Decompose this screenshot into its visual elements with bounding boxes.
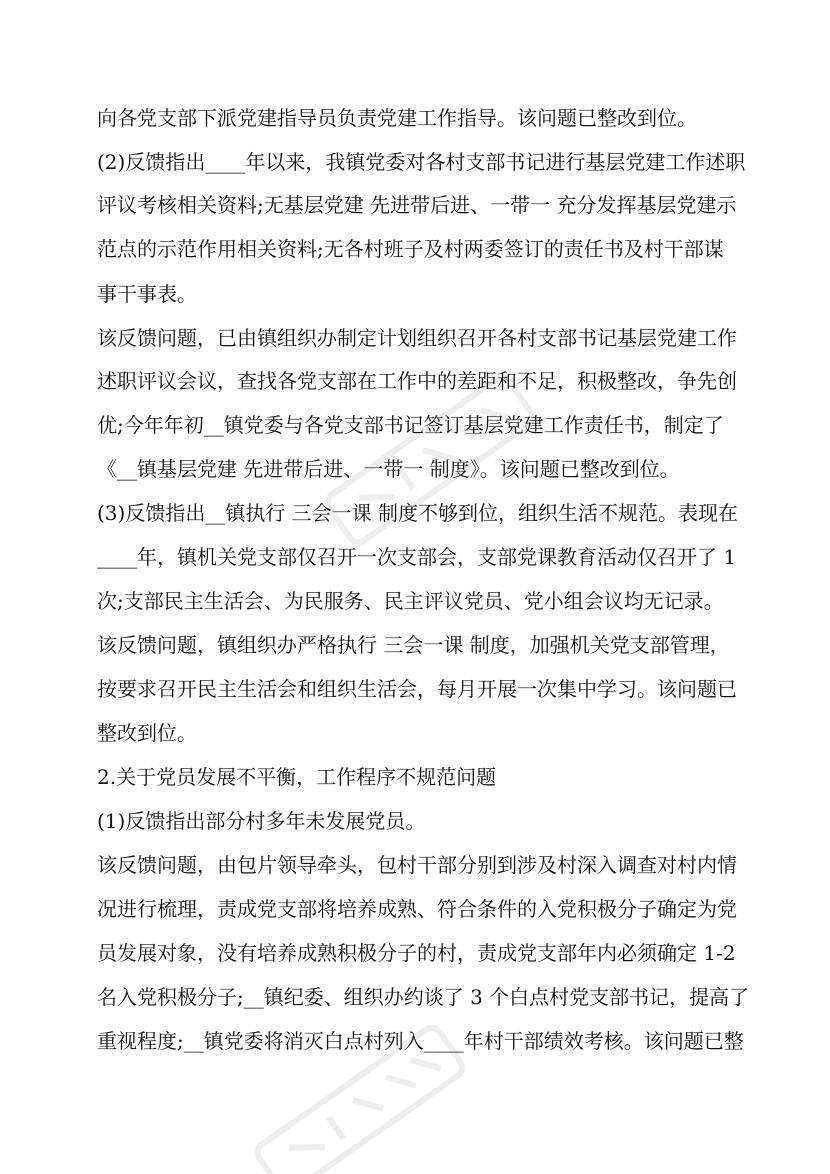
paragraph-line: 按要求召开民主生活会和组织生活会，每月开展一次集中学习。该问题已 — [97, 677, 737, 701]
paragraph-line: 次;支部民主生活会、为民服务、民主评议党员、党小组会议均无记录。 — [97, 589, 724, 613]
paragraph-line: 优;今年年初__镇党委与各党支部书记签订基层党建工作责任书，制定了 — [97, 413, 724, 437]
paragraph-line: (1)反馈指出部分村多年未发展党员。 — [97, 809, 426, 833]
paragraph-line: 范点的示范作用相关资料;无各村班子及村两委签订的责任书及村干部谋 — [97, 237, 724, 261]
paragraph-line: (3)反馈指出__镇执行 三会一课 制度不够到位，组织生活不规范。表现在 — [97, 501, 739, 525]
paragraph-line: 该反馈问题，已由镇组织办制定计划组织召开各村支部书记基层党建工作 — [97, 326, 737, 350]
paragraph-line: 评议考核相关资料;无基层党建 先进带后进、一带一 充分发挥基层党建示 — [97, 193, 737, 217]
paragraph-line: 向各党支部下派党建指导员负责党建工作指导。该问题已整改到位。 — [97, 106, 697, 130]
paragraph-line: 况进行梳理，责成党支部将培养成熟、符合条件的入党积极分子确定为党 — [97, 897, 737, 921]
paragraph-line: 重视程度;__镇党委将消灭白点村列入____年村干部绩效考核。该问题已整 — [97, 1029, 744, 1053]
paragraph-line: 该反馈问题，镇组织办严格执行 三会一课 制度，加强机关党支部管理， — [97, 633, 730, 657]
paragraph-line: 名入党积极分子;__镇纪委、组织办约谈了 3 个白点村党支部书记，提高了 — [97, 985, 750, 1009]
section-heading: 2.关于党员发展不平衡，工作程序不规范问题 — [97, 765, 497, 789]
paragraph-line: 整改到位。 — [97, 721, 197, 745]
paragraph-line: 该反馈问题，由包片领导牵头，包村干部分别到涉及村深入调查对村内情 — [97, 853, 737, 877]
paragraph-line: 事干事表。 — [97, 282, 197, 306]
paragraph-line: 《__镇基层党建 先进带后进、一带一 制度》。该问题已整改到位。 — [97, 457, 680, 481]
paragraph-line: (2)反馈指出____年以来，我镇党委对各村支部书记进行基层党建工作述职 — [97, 150, 746, 174]
paragraph-line: ____年，镇机关党支部仅召开一次支部会，支部党课教育活动仅召开了 1 — [97, 545, 737, 569]
paragraph-line: 述职评议会议，查找各党支部在工作中的差距和不足，积极整改，争先创 — [97, 369, 737, 393]
paragraph-line: 员发展对象，没有培养成熟积极分子的村，责成党支部年内必须确定 1-2 — [97, 941, 736, 965]
